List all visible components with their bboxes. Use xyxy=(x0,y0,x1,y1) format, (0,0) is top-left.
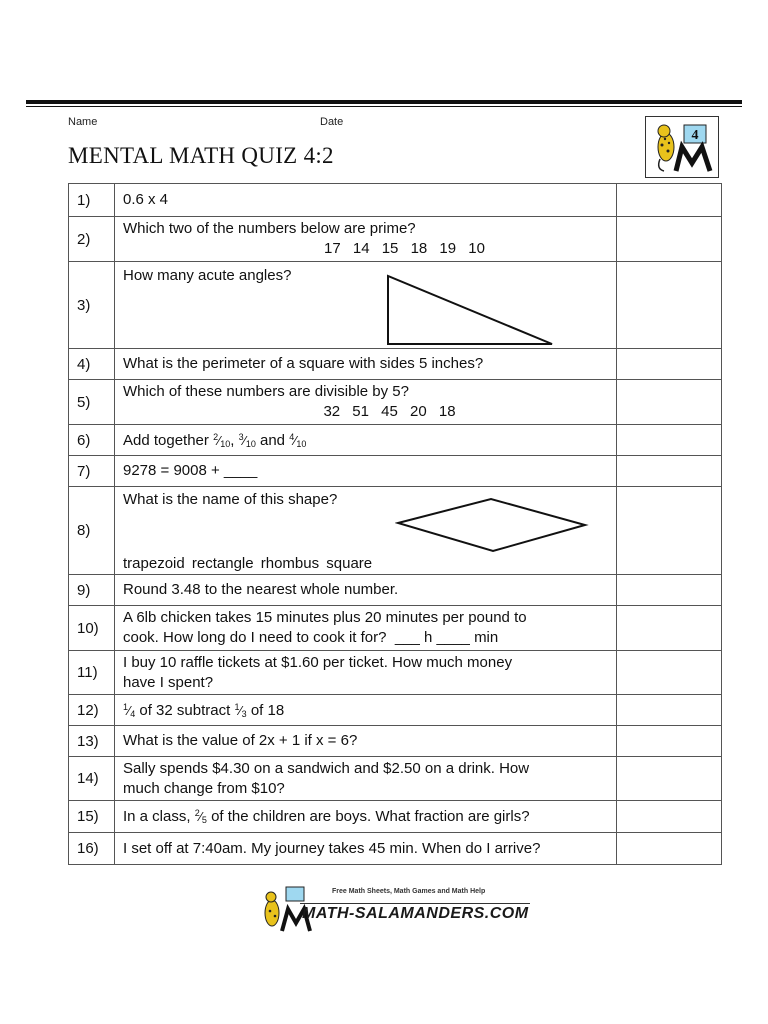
fraction: $^2⁄_{10}$ xyxy=(213,431,231,449)
fraction: $^1⁄_4$ xyxy=(123,701,136,719)
question-text: Sally spends $4.30 on a sandwich and $2.50 on a drink. How xyxy=(123,759,530,777)
answer-box[interactable] xyxy=(617,801,722,833)
question-text: A 6lb chicken takes 15 minutes plus 20 minutes per pound to xyxy=(123,609,527,626)
question-row xyxy=(69,262,722,349)
question-number: 2) xyxy=(69,217,115,262)
question-row xyxy=(69,184,722,217)
answer-box[interactable] xyxy=(617,833,722,865)
question-text: much change from $10? xyxy=(123,779,285,797)
question-text: How many acute angles? xyxy=(123,267,292,284)
question-row xyxy=(69,575,722,606)
question-text: 9278 = 9008 + ____ xyxy=(123,462,258,479)
answer-box[interactable] xyxy=(617,606,722,651)
question-number: 7) xyxy=(69,456,115,487)
answer-options: trapezoid rectangle rhombus square xyxy=(123,555,373,572)
question-segment: of 18 xyxy=(250,701,285,719)
question-row xyxy=(69,606,722,651)
rhombus-figure xyxy=(395,495,595,555)
joiner: and xyxy=(260,431,286,449)
answer-box[interactable] xyxy=(617,425,722,456)
grade-logo xyxy=(645,116,719,178)
number-list: 32 51 45 20 18 xyxy=(323,403,456,420)
question-row xyxy=(69,801,722,833)
question-text: What is the value of 2x + 1 if x = 6? xyxy=(123,732,358,749)
question-number: 15) xyxy=(69,801,115,833)
question-text: Round 3.48 to the nearest whole number. xyxy=(123,581,399,598)
question-text: have I spent? xyxy=(123,673,214,691)
question-row xyxy=(69,833,722,865)
question-row xyxy=(69,695,722,726)
question-text: What is the perimeter of a square with sides 5 inches? xyxy=(123,355,484,372)
question-row xyxy=(69,726,722,757)
question-number: 5) xyxy=(69,380,115,425)
question-number: 9) xyxy=(69,575,115,606)
question-number: 8) xyxy=(69,487,115,575)
question-segment: of 32 subtract xyxy=(139,701,231,719)
number-list: 17 14 15 18 19 10 xyxy=(324,240,485,257)
question-text: I set off at 7:40am. My journey takes 45 min. When do I arrive? xyxy=(123,839,541,857)
answer-box[interactable] xyxy=(617,575,722,606)
question-text xyxy=(123,697,616,724)
answer-box[interactable] xyxy=(617,487,722,575)
question-segment: In a class, xyxy=(123,808,191,825)
question-text xyxy=(123,803,616,830)
question-text: What is the name of this shape? xyxy=(123,491,338,508)
question-number: 6) xyxy=(69,425,115,456)
question-row xyxy=(69,425,722,456)
question-segment: of the children are boys. What fraction are girls? xyxy=(211,808,530,825)
fraction: $^2⁄_5$ xyxy=(194,808,207,825)
question-text: 0.6 x 4 xyxy=(123,191,169,208)
question-text: cook. How long do I need to cook it for? ___ h ____ min xyxy=(123,629,499,646)
question-number: 1) xyxy=(69,184,115,217)
answer-box[interactable] xyxy=(617,757,722,801)
answer-box[interactable] xyxy=(617,349,722,380)
fraction: $^3⁄_{10}$ xyxy=(238,431,256,449)
date-label: Date xyxy=(320,116,344,128)
salamander-icon xyxy=(646,117,718,177)
answer-box[interactable] xyxy=(617,726,722,757)
question-text: I buy 10 raffle tickets at $1.60 per ticket. How much money xyxy=(123,653,513,671)
question-text: Which two of the numbers below are prime? xyxy=(123,220,416,237)
question-row xyxy=(69,651,722,695)
question-number: 11) xyxy=(69,651,115,695)
question-row xyxy=(69,349,722,380)
joiner: , xyxy=(230,431,235,449)
triangle-figure xyxy=(380,268,560,348)
question-text: Which of these numbers are divisible by 5? xyxy=(123,383,409,400)
answer-box[interactable] xyxy=(617,217,722,262)
footer-tagline: Free Math Sheets, Math Games and Math Help xyxy=(332,888,486,895)
name-label: Name xyxy=(68,116,98,128)
question-prefix: Add together xyxy=(123,431,209,449)
question-row xyxy=(69,487,722,575)
question-row xyxy=(69,380,722,425)
top-rule xyxy=(26,100,742,104)
answer-box[interactable] xyxy=(617,456,722,487)
question-number: 14) xyxy=(69,757,115,801)
footer-underline xyxy=(300,903,530,904)
question-row xyxy=(69,757,722,801)
page-title: MENTAL MATH QUIZ 4:2 xyxy=(68,143,334,168)
answer-box[interactable] xyxy=(617,651,722,695)
top-rule-thin xyxy=(26,106,742,107)
fraction: $^4⁄_{10}$ xyxy=(289,431,307,449)
quiz-table xyxy=(68,183,722,865)
question-text xyxy=(123,427,616,454)
question-number: 13) xyxy=(69,726,115,757)
question-number: 12) xyxy=(69,695,115,726)
answer-box[interactable] xyxy=(617,380,722,425)
answer-box[interactable] xyxy=(617,184,722,217)
answer-box[interactable] xyxy=(617,695,722,726)
question-number: 10) xyxy=(69,606,115,651)
question-number: 3) xyxy=(69,262,115,349)
question-number: 4) xyxy=(69,349,115,380)
footer-site-name[interactable]: MATH-SALAMANDERS.COM xyxy=(302,905,529,922)
answer-box[interactable] xyxy=(617,262,722,349)
question-row xyxy=(69,217,722,262)
grade-number: 4 xyxy=(691,128,699,143)
question-number: 16) xyxy=(69,833,115,865)
question-row xyxy=(69,456,722,487)
fraction: $^1⁄_3$ xyxy=(234,701,247,719)
